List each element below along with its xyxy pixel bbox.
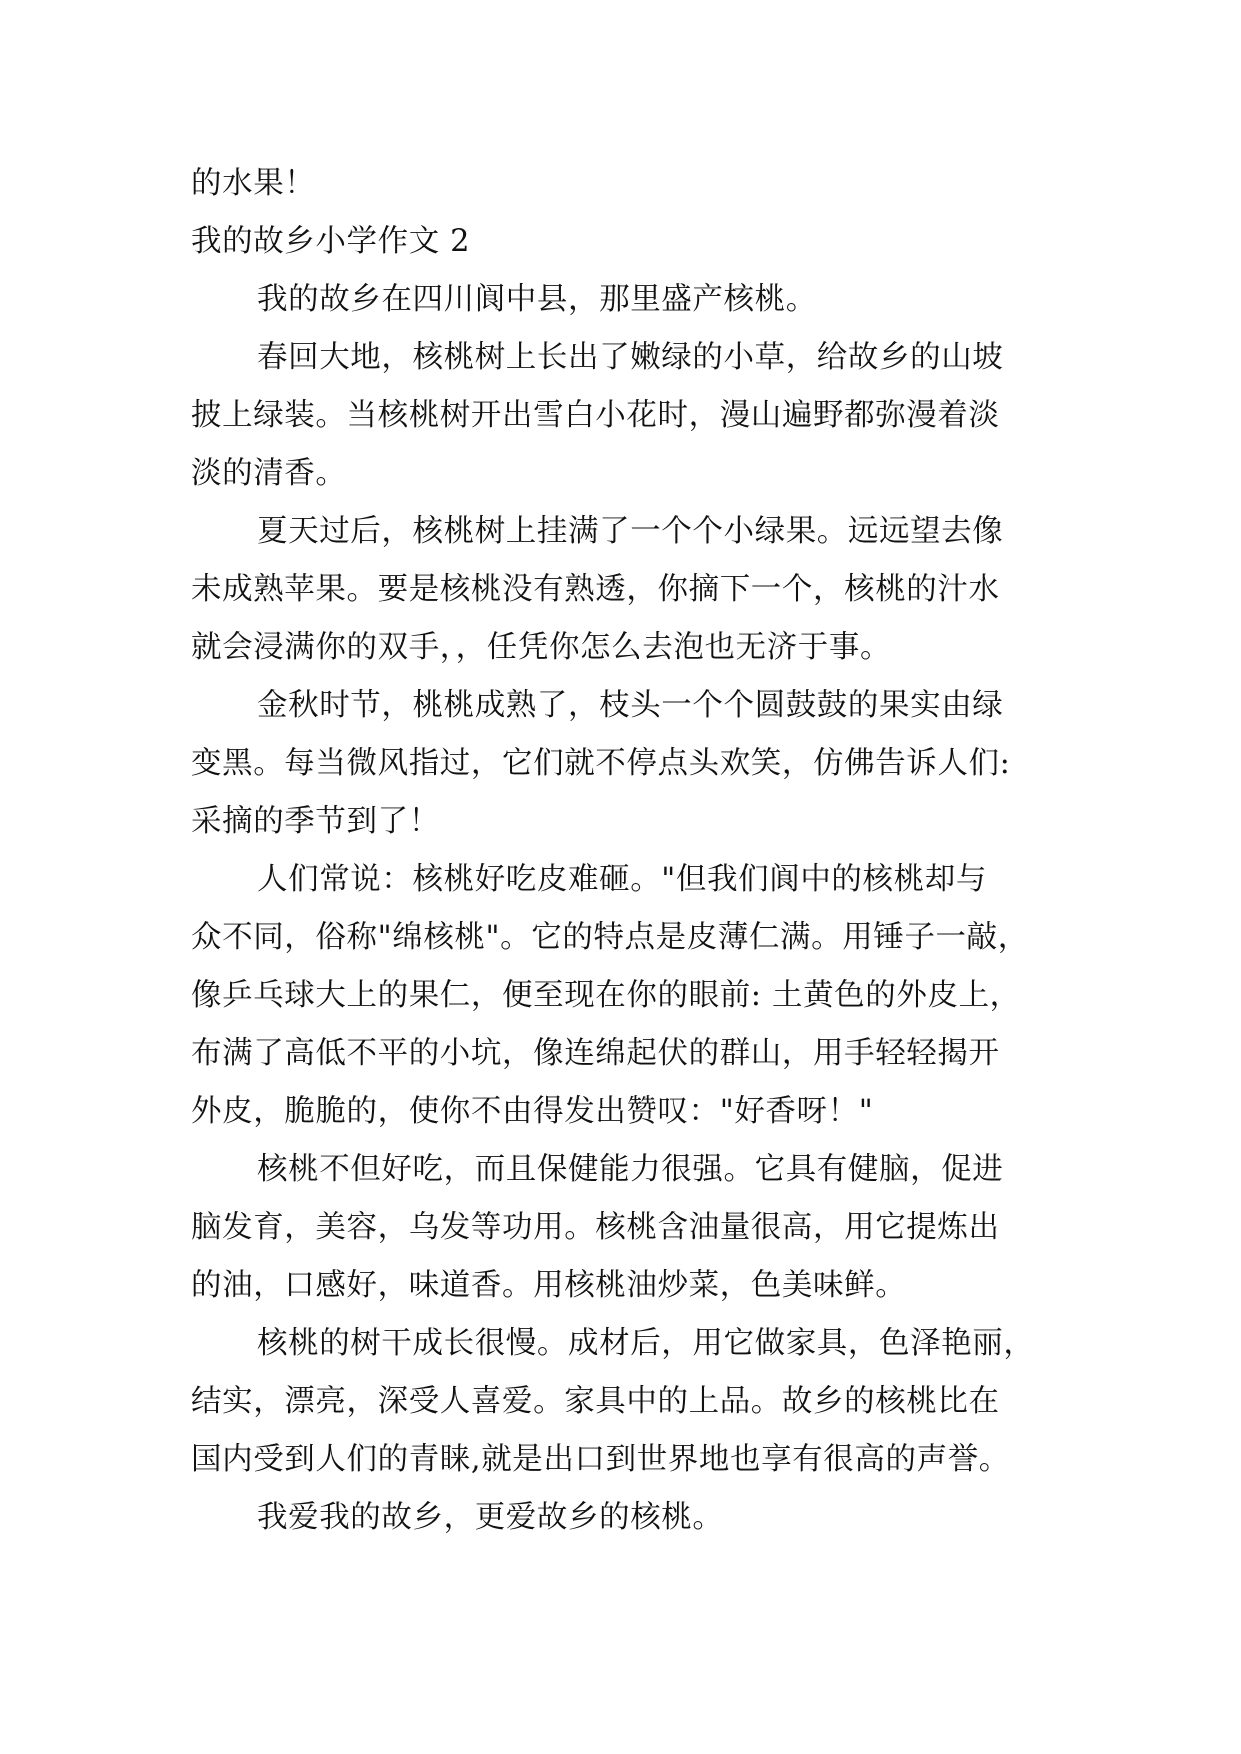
document-page xyxy=(191,155,1059,1547)
text-line-10: 变黑。每当微风指过，它们就不停点头欢笑，仿佛告诉人们: xyxy=(191,746,1011,781)
text-line-5: 淡的清香。 xyxy=(191,456,347,491)
text-line-11: 采摘的季节到了！ xyxy=(191,804,440,839)
text-line-12: 人们常说：核桃好吃皮难砸。"但我们阆中的核桃却与 xyxy=(257,862,987,897)
text-line-23: 我爱我的故乡，更爱故乡的核桃。 xyxy=(257,1500,724,1535)
text-line-6: 夏天过后，核桃树上挂满了一个个小绿果。远远望去像 xyxy=(257,514,1004,549)
text-line-4: 披上绿装。当核桃树开出雪白小花时，漫山遍野都弥漫着淡 xyxy=(191,398,1000,433)
essay-title: 我的故乡小学作文 2 xyxy=(191,224,471,259)
text-line-21: 结实，漂亮，深受人喜爱。家具中的上品。故乡的核桃比在 xyxy=(191,1384,1000,1419)
text-line-16: 外皮，脆脆的，使你不由得发出赞叹："好香呀！" xyxy=(191,1094,874,1129)
text-line-7: 未成熟苹果。要是核桃没有熟透，你摘下一个，核桃的汁水 xyxy=(191,572,1000,607)
text-line-2: 我的故乡在四川阆中县，那里盛产核桃。 xyxy=(257,282,817,317)
text-line-13: 众不同，俗称"绵核桃"。它的特点是皮薄仁满。用锤子一敲， xyxy=(191,920,1029,955)
text-line-9: 金秋时节，桃桃成熟了，枝头一个个圆鼓鼓的果实由绿 xyxy=(257,688,1004,723)
text-line-20: 核桃的树干成长很慢。成材后，用它做家具，色泽艳丽， xyxy=(257,1326,1035,1361)
text-line-8: 就会浸满你的双手，，任凭你怎么去泡也无济于事。 xyxy=(191,630,892,665)
text-line-fragment: 的水果！ xyxy=(191,166,316,201)
text-line-15: 布满了高低不平的小坑，像连绵起伏的群山，用手轻轻揭开 xyxy=(191,1036,1000,1071)
text-line-14: 像乒乓球大上的果仁，便至现在你的眼前: 土黄色的外皮上， xyxy=(191,978,1021,1013)
text-line-18: 脑发育，美容，乌发等功用。核桃含油量很高，用它提炼出 xyxy=(191,1210,1000,1245)
text-line-19: 的油，口感好，味道香。用核桃油炒菜，色美味鲜。 xyxy=(191,1268,907,1303)
text-line-22: 国内受到人们的青睐,就是出口到世界地也享有很高的声誉。 xyxy=(191,1442,1010,1477)
text-line-3: 春回大地，核桃树上长出了嫩绿的小草，给故乡的山坡 xyxy=(257,340,1004,375)
text-line-17: 核桃不但好吃，而且保健能力很强。它具有健脑，促进 xyxy=(257,1152,1004,1187)
